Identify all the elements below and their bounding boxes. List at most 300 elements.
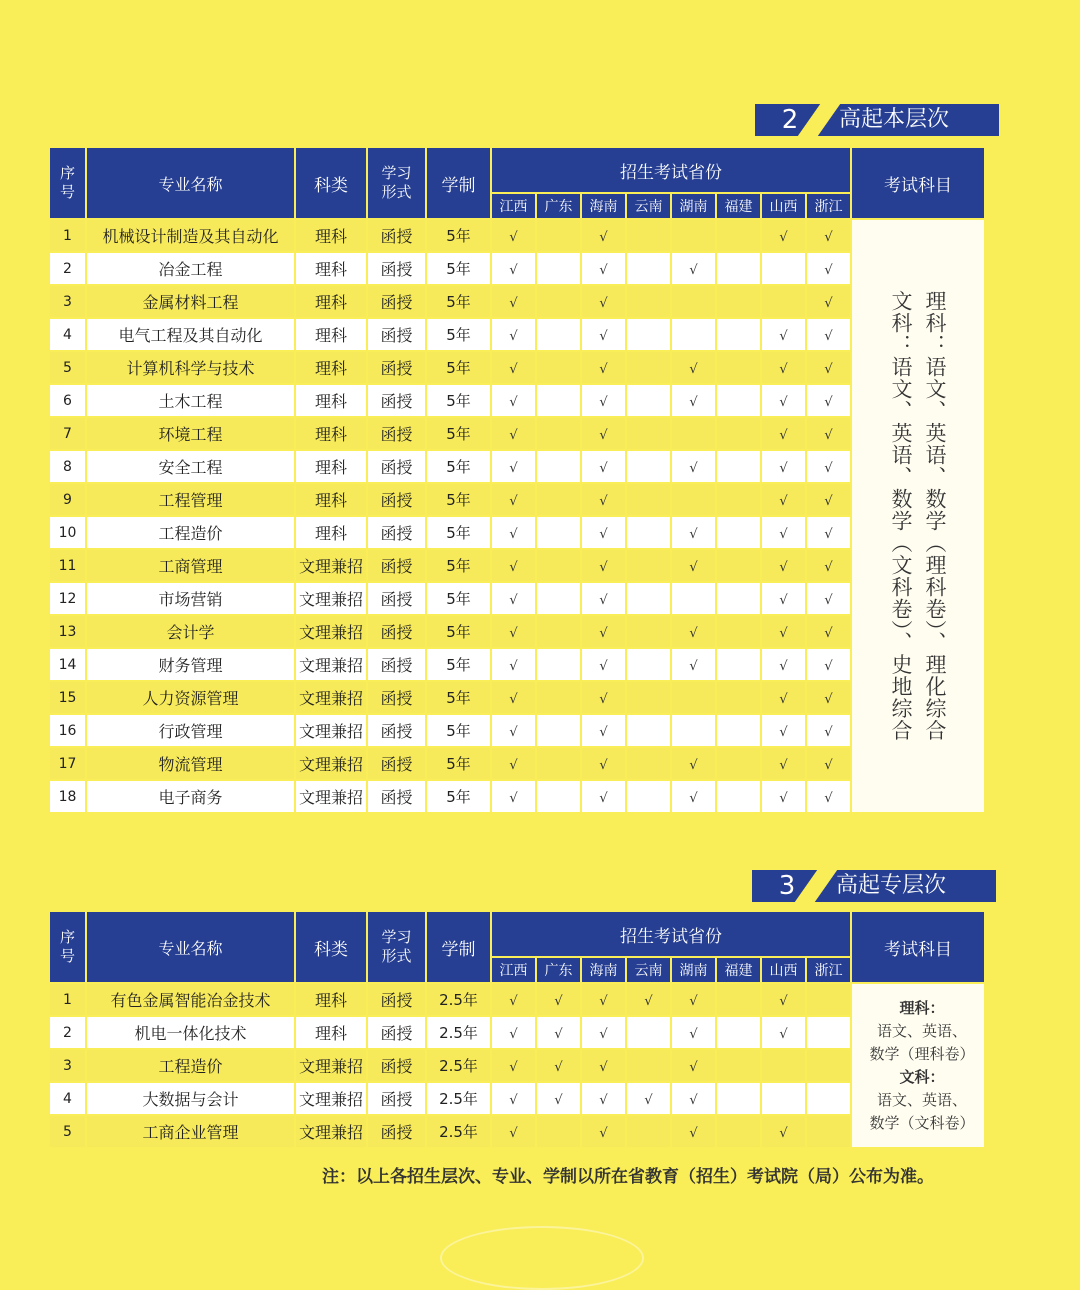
check-mark-icon: √ (824, 658, 833, 674)
province-cell-3 (626, 450, 671, 483)
province-cell-1 (536, 681, 581, 714)
check-mark-icon: √ (599, 691, 608, 707)
check-mark-icon: √ (509, 790, 518, 806)
check-mark-icon: √ (689, 790, 698, 806)
province-cell-6 (761, 285, 806, 318)
row-study-form: 函授 (367, 582, 426, 615)
check-mark-icon: √ (554, 1092, 563, 1108)
province-cell-5 (716, 780, 761, 813)
row-duration: 5年 (426, 318, 491, 351)
decorative-arc (440, 1226, 644, 1290)
check-mark-icon: √ (599, 757, 608, 773)
col-major: 专业名称 (86, 147, 295, 219)
col-major: 专业名称 (86, 911, 295, 983)
check-mark-icon: √ (509, 394, 518, 410)
row-seq: 15 (49, 681, 86, 714)
province-cell-6 (761, 1115, 806, 1148)
province-cell-2 (581, 714, 626, 747)
row-seq: 13 (49, 615, 86, 648)
row-major: 环境工程 (86, 417, 295, 450)
check-mark-icon: √ (599, 993, 608, 1009)
table-row (49, 384, 985, 417)
row-category: 文理兼招 (295, 714, 367, 747)
bachelor-table (48, 146, 986, 814)
section-header-associate (752, 870, 996, 902)
province-cell-2 (581, 582, 626, 615)
province-cell-7 (806, 450, 851, 483)
row-seq: 3 (49, 285, 86, 318)
province-cell-2 (581, 252, 626, 285)
check-mark-icon: √ (509, 262, 518, 278)
table-row (49, 747, 985, 780)
check-mark-icon: √ (554, 993, 563, 1009)
check-mark-icon: √ (689, 1092, 698, 1108)
row-seq: 2 (49, 1016, 86, 1049)
province-cell-7 (806, 516, 851, 549)
row-seq: 14 (49, 648, 86, 681)
province-cell-2 (581, 318, 626, 351)
province-cell-1 (536, 1115, 581, 1148)
check-mark-icon: √ (644, 993, 653, 1009)
row-seq: 1 (49, 983, 86, 1016)
province-cell-7 (806, 219, 851, 252)
associate-table (48, 910, 986, 1149)
row-duration: 5年 (426, 252, 491, 285)
province-cell-6 (761, 219, 806, 252)
province-cell-6 (761, 615, 806, 648)
check-mark-icon: √ (599, 493, 608, 509)
row-duration: 2.5年 (426, 1082, 491, 1115)
row-major: 机电一体化技术 (86, 1016, 295, 1049)
row-category: 文理兼招 (295, 681, 367, 714)
table-row (49, 780, 985, 813)
check-mark-icon: √ (599, 361, 608, 377)
row-study-form: 函授 (367, 1082, 426, 1115)
province-jiangxi: 江西 (491, 957, 536, 983)
check-mark-icon: √ (779, 993, 788, 1009)
row-major: 工程管理 (86, 483, 295, 516)
exam-subjects-text (852, 997, 984, 1135)
check-mark-icon: √ (779, 328, 788, 344)
subjects-arts: 文科：语文、英语、数学（文科卷）、史地综合 (889, 290, 913, 742)
province-cell-6 (761, 549, 806, 582)
row-duration: 5年 (426, 681, 491, 714)
row-study-form: 函授 (367, 384, 426, 417)
province-cell-6 (761, 681, 806, 714)
province-cell-0 (491, 582, 536, 615)
province-cell-3 (626, 549, 671, 582)
province-cell-0 (491, 1049, 536, 1082)
province-cell-4 (671, 615, 716, 648)
province-cell-4 (671, 1115, 716, 1148)
row-category: 文理兼招 (295, 615, 367, 648)
check-mark-icon: √ (599, 460, 608, 476)
province-cell-4 (671, 648, 716, 681)
province-hainan: 海南 (581, 957, 626, 983)
province-cell-4 (671, 516, 716, 549)
check-mark-icon: √ (824, 691, 833, 707)
province-cell-7 (806, 417, 851, 450)
province-cell-5 (716, 417, 761, 450)
province-cell-3 (626, 285, 671, 318)
province-cell-5 (716, 219, 761, 252)
table-row (49, 285, 985, 318)
col-seq: 序号 (49, 147, 86, 219)
footnote: 注：以上各招生层次、专业、学制以所在省教育（招生）考试院（局）公布为准。 (322, 1167, 934, 1187)
check-mark-icon: √ (824, 790, 833, 806)
check-mark-icon: √ (599, 625, 608, 641)
check-mark-icon: √ (779, 394, 788, 410)
province-cell-1 (536, 351, 581, 384)
province-cell-4 (671, 450, 716, 483)
province-cell-5 (716, 549, 761, 582)
province-cell-3 (626, 318, 671, 351)
province-cell-6 (761, 1082, 806, 1115)
check-mark-icon: √ (599, 559, 608, 575)
province-cell-4 (671, 582, 716, 615)
province-cell-4 (671, 483, 716, 516)
check-mark-icon: √ (689, 625, 698, 641)
province-cell-1 (536, 582, 581, 615)
province-cell-4 (671, 549, 716, 582)
row-category: 文理兼招 (295, 747, 367, 780)
province-zhejiang: 浙江 (806, 193, 851, 219)
check-mark-icon: √ (689, 559, 698, 575)
check-mark-icon: √ (509, 526, 518, 542)
row-study-form: 函授 (367, 615, 426, 648)
row-major: 电子商务 (86, 780, 295, 813)
row-category: 理科 (295, 1016, 367, 1049)
row-category: 理科 (295, 351, 367, 384)
province-cell-1 (536, 450, 581, 483)
province-yunnan: 云南 (626, 957, 671, 983)
row-duration: 5年 (426, 483, 491, 516)
check-mark-icon: √ (779, 625, 788, 641)
province-cell-5 (716, 1049, 761, 1082)
province-cell-0 (491, 1016, 536, 1049)
row-category: 理科 (295, 483, 367, 516)
section-title: 高起专层次 (822, 870, 996, 902)
province-cell-0 (491, 747, 536, 780)
row-major: 会计学 (86, 615, 295, 648)
province-cell-2 (581, 615, 626, 648)
col-category: 科类 (295, 911, 367, 983)
exam-subjects-vertical (852, 290, 984, 742)
province-cell-7 (806, 714, 851, 747)
row-category: 文理兼招 (295, 582, 367, 615)
province-cell-1 (536, 983, 581, 1016)
province-cell-3 (626, 681, 671, 714)
check-mark-icon: √ (599, 295, 608, 311)
check-mark-icon: √ (644, 1092, 653, 1108)
row-seq: 1 (49, 219, 86, 252)
row-study-form: 函授 (367, 285, 426, 318)
check-mark-icon: √ (509, 559, 518, 575)
province-guangdong: 广东 (536, 193, 581, 219)
check-mark-icon: √ (824, 526, 833, 542)
row-seq: 10 (49, 516, 86, 549)
row-study-form: 函授 (367, 549, 426, 582)
check-mark-icon: √ (689, 394, 698, 410)
check-mark-icon: √ (689, 1125, 698, 1141)
check-mark-icon: √ (824, 229, 833, 245)
check-mark-icon: √ (509, 625, 518, 641)
table-row (49, 615, 985, 648)
check-mark-icon: √ (599, 526, 608, 542)
province-cell-5 (716, 681, 761, 714)
row-duration: 5年 (426, 417, 491, 450)
check-mark-icon: √ (509, 724, 518, 740)
province-cell-5 (716, 983, 761, 1016)
table-row (49, 1016, 985, 1049)
province-cell-6 (761, 714, 806, 747)
table-row (49, 714, 985, 747)
province-cell-0 (491, 648, 536, 681)
province-cell-3 (626, 384, 671, 417)
check-mark-icon: √ (779, 592, 788, 608)
check-mark-icon: √ (554, 1026, 563, 1042)
province-cell-5 (716, 714, 761, 747)
row-study-form: 函授 (367, 450, 426, 483)
province-fujian: 福建 (716, 193, 761, 219)
province-cell-4 (671, 384, 716, 417)
row-duration: 5年 (426, 351, 491, 384)
check-mark-icon: √ (779, 757, 788, 773)
province-jiangxi: 江西 (491, 193, 536, 219)
province-cell-1 (536, 549, 581, 582)
province-cell-6 (761, 384, 806, 417)
check-mark-icon: √ (689, 1059, 698, 1075)
row-study-form: 函授 (367, 681, 426, 714)
row-study-form: 函授 (367, 483, 426, 516)
check-mark-icon: √ (599, 1125, 608, 1141)
row-study-form: 函授 (367, 780, 426, 813)
row-seq: 17 (49, 747, 86, 780)
row-major: 电气工程及其自动化 (86, 318, 295, 351)
check-mark-icon: √ (824, 625, 833, 641)
province-cell-3 (626, 714, 671, 747)
row-study-form: 函授 (367, 1049, 426, 1082)
row-duration: 5年 (426, 384, 491, 417)
province-cell-0 (491, 219, 536, 252)
province-cell-3 (626, 648, 671, 681)
province-cell-2 (581, 285, 626, 318)
province-cell-1 (536, 1016, 581, 1049)
province-cell-4 (671, 714, 716, 747)
province-cell-6 (761, 747, 806, 780)
province-cell-3 (626, 252, 671, 285)
check-mark-icon: √ (599, 328, 608, 344)
province-cell-1 (536, 1049, 581, 1082)
province-cell-2 (581, 1115, 626, 1148)
section-header-bachelor (755, 104, 999, 136)
province-cell-2 (581, 351, 626, 384)
check-mark-icon: √ (599, 427, 608, 443)
check-mark-icon: √ (599, 658, 608, 674)
check-mark-icon: √ (824, 592, 833, 608)
province-cell-0 (491, 714, 536, 747)
province-cell-6 (761, 483, 806, 516)
province-cell-5 (716, 1082, 761, 1115)
province-cell-1 (536, 219, 581, 252)
province-cell-1 (536, 252, 581, 285)
check-mark-icon: √ (509, 493, 518, 509)
col-provinces: 招生考试省份 (491, 911, 851, 957)
row-duration: 5年 (426, 582, 491, 615)
table-row (49, 1115, 985, 1148)
province-cell-0 (491, 1115, 536, 1148)
table-row (49, 219, 985, 252)
province-cell-3 (626, 983, 671, 1016)
province-cell-2 (581, 780, 626, 813)
province-cell-0 (491, 483, 536, 516)
table-row (49, 450, 985, 483)
check-mark-icon: √ (509, 1059, 518, 1075)
province-cell-0 (491, 351, 536, 384)
row-category: 理科 (295, 516, 367, 549)
row-major: 有色金属智能冶金技术 (86, 983, 295, 1016)
province-cell-7 (806, 252, 851, 285)
province-cell-2 (581, 1049, 626, 1082)
province-cell-2 (581, 1082, 626, 1115)
province-cell-4 (671, 681, 716, 714)
row-category: 文理兼招 (295, 1082, 367, 1115)
province-cell-5 (716, 252, 761, 285)
check-mark-icon: √ (779, 1026, 788, 1042)
province-cell-6 (761, 450, 806, 483)
check-mark-icon: √ (824, 361, 833, 377)
row-duration: 5年 (426, 549, 491, 582)
check-mark-icon: √ (824, 493, 833, 509)
province-cell-5 (716, 516, 761, 549)
row-study-form: 函授 (367, 318, 426, 351)
row-study-form: 函授 (367, 983, 426, 1016)
province-cell-1 (536, 747, 581, 780)
province-cell-6 (761, 1049, 806, 1082)
row-seq: 7 (49, 417, 86, 450)
subjects-science: 理科：语文、英语、数学（理科卷）、理化综合 (923, 290, 947, 742)
table-row (49, 483, 985, 516)
province-cell-5 (716, 648, 761, 681)
province-cell-4 (671, 780, 716, 813)
province-cell-4 (671, 417, 716, 450)
province-cell-1 (536, 648, 581, 681)
col-seq: 序号 (49, 911, 86, 983)
province-cell-1 (536, 1082, 581, 1115)
check-mark-icon: √ (599, 229, 608, 245)
table-row (49, 648, 985, 681)
province-cell-4 (671, 285, 716, 318)
check-mark-icon: √ (824, 328, 833, 344)
province-cell-5 (716, 615, 761, 648)
province-cell-5 (716, 285, 761, 318)
table-row (49, 252, 985, 285)
row-duration: 5年 (426, 285, 491, 318)
table-row (49, 983, 985, 1016)
row-seq: 4 (49, 318, 86, 351)
row-major: 工程造价 (86, 516, 295, 549)
check-mark-icon: √ (599, 790, 608, 806)
row-category: 理科 (295, 219, 367, 252)
province-cell-0 (491, 318, 536, 351)
row-seq: 18 (49, 780, 86, 813)
province-cell-0 (491, 252, 536, 285)
check-mark-icon: √ (509, 229, 518, 245)
province-cell-4 (671, 1082, 716, 1115)
row-major: 工商企业管理 (86, 1115, 295, 1148)
province-cell-7 (806, 318, 851, 351)
row-major: 安全工程 (86, 450, 295, 483)
province-cell-3 (626, 351, 671, 384)
col-study-form: 学习形式 (367, 147, 426, 219)
province-cell-3 (626, 1115, 671, 1148)
province-cell-3 (626, 582, 671, 615)
check-mark-icon: √ (779, 691, 788, 707)
province-cell-3 (626, 1082, 671, 1115)
check-mark-icon: √ (509, 658, 518, 674)
check-mark-icon: √ (509, 757, 518, 773)
province-zhejiang: 浙江 (806, 957, 851, 983)
row-major: 工商管理 (86, 549, 295, 582)
check-mark-icon: √ (599, 1059, 608, 1075)
row-study-form: 函授 (367, 252, 426, 285)
province-cell-0 (491, 384, 536, 417)
province-cell-5 (716, 747, 761, 780)
row-seq: 6 (49, 384, 86, 417)
province-cell-7 (806, 615, 851, 648)
check-mark-icon: √ (509, 328, 518, 344)
check-mark-icon: √ (599, 394, 608, 410)
col-exam-subjects: 考试科目 (851, 911, 985, 983)
check-mark-icon: √ (824, 724, 833, 740)
row-duration: 5年 (426, 516, 491, 549)
check-mark-icon: √ (779, 229, 788, 245)
row-major: 财务管理 (86, 648, 295, 681)
row-duration: 5年 (426, 219, 491, 252)
subjects-science-label: 理科： (899, 998, 945, 1017)
province-cell-7 (806, 483, 851, 516)
row-duration: 2.5年 (426, 1016, 491, 1049)
province-cell-6 (761, 648, 806, 681)
province-cell-6 (761, 417, 806, 450)
province-cell-2 (581, 549, 626, 582)
section-number: 2 (755, 104, 825, 136)
province-hunan: 湖南 (671, 193, 716, 219)
col-provinces: 招生考试省份 (491, 147, 851, 193)
province-cell-7 (806, 747, 851, 780)
province-cell-7 (806, 681, 851, 714)
province-cell-1 (536, 285, 581, 318)
province-cell-1 (536, 615, 581, 648)
table-row (49, 516, 985, 549)
check-mark-icon: √ (509, 1026, 518, 1042)
province-cell-7 (806, 983, 851, 1016)
row-duration: 5年 (426, 450, 491, 483)
province-cell-5 (716, 384, 761, 417)
check-mark-icon: √ (779, 460, 788, 476)
check-mark-icon: √ (689, 993, 698, 1009)
row-category: 理科 (295, 318, 367, 351)
row-seq: 11 (49, 549, 86, 582)
province-cell-0 (491, 780, 536, 813)
province-cell-0 (491, 549, 536, 582)
row-seq: 2 (49, 252, 86, 285)
table-row (49, 318, 985, 351)
province-cell-3 (626, 219, 671, 252)
row-duration: 2.5年 (426, 983, 491, 1016)
province-cell-1 (536, 714, 581, 747)
province-cell-4 (671, 252, 716, 285)
